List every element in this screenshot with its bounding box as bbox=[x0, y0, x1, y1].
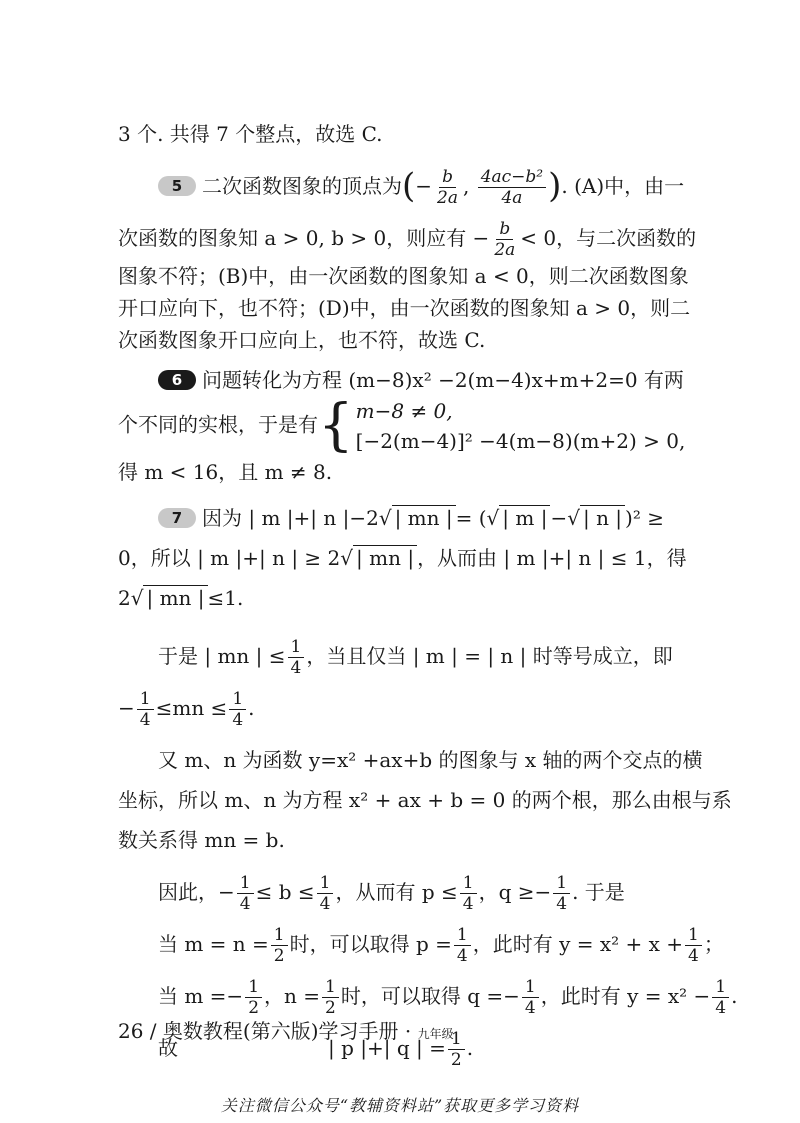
fraction: $\frac{1}{4}$ bbox=[137, 689, 154, 730]
text-line: 因此，− $\frac{1}{4}$ ≤ b ≤ $\frac{1}{4}$ ，从而有 p ≤ $\frac{1}{4}$ ，q ≥− $\frac{1}{4}$ . 于是 bbox=[158, 873, 625, 914]
text-line: 0，所以 | m |+| n | ≥ 2√ | mn | ，从而由 | m |+| n | ≤ 1，得 bbox=[118, 542, 690, 574]
text-line: 3 个. 共得 7 个整点，故选 C. bbox=[118, 122, 383, 146]
problem-number-badge: 5 bbox=[158, 176, 196, 196]
text-line: 开口应向下，也不符；(D)中，由一次函数的图象知 a > 0，则二 bbox=[118, 296, 691, 320]
text-line: − $\frac{1}{4}$ ≤mn ≤ $\frac{1}{4}$ . bbox=[118, 689, 255, 730]
page-footer bbox=[118, 1015, 454, 1044]
fraction: $\frac{1}{2}$ bbox=[448, 1029, 465, 1070]
fraction: $\frac{\text{4ac−b²}}{4a}$ bbox=[478, 167, 546, 208]
fraction: $\frac{b}{2a}$ bbox=[437, 167, 458, 208]
text-line: 个不同的实根，于是有 { m−8 ≠ 0, [−2(m−4)]² −4(m−8)(m+2) > 0, bbox=[118, 393, 686, 458]
text-line: 次函数的图象知 a > 0, b > 0，则应有 − $\frac{b}{2a}$ < 0，与二次函数的 bbox=[118, 219, 697, 260]
fraction: $\frac{b}{2a}$ bbox=[494, 219, 516, 260]
fraction: $\frac{1}{4}$ bbox=[229, 689, 246, 730]
text-line: 当 m =− $\frac{1}{2}$ ，n = $\frac{1}{2}$ 时，可以取得 q =− $\frac{1}{4}$ ，此时有 y = x² − $\frac{1}{4}$ . bbox=[158, 977, 738, 1018]
fraction: $\frac{1}{4}$ bbox=[522, 977, 539, 1018]
text-line: 次函数图象开口应向上，也不符，故选 C. bbox=[118, 328, 486, 352]
equation-system: { m−8 ≠ 0, [−2(m−4)]² −4(m−8)(m+2) > 0, bbox=[318, 393, 686, 458]
text-line: 得 m < 16，且 m ≠ 8. bbox=[118, 460, 333, 484]
fraction: $\frac{1}{4}$ bbox=[712, 977, 729, 1018]
problem-number-badge: 7 bbox=[158, 508, 196, 528]
book-title: 奥数教程(第六版)学习手册 · bbox=[162, 1019, 412, 1043]
solution-5: 5 二次函数图象的顶点为(− $\frac{b}{2a}$ , $\frac{\text{4ac−b²}}{4a}$ ). (A)中，由一 bbox=[118, 164, 690, 208]
text-line: 于是 | mn | ≤ $\frac{1}{4}$ ，当且仅当 | m | = | n | 时等号成立，即 bbox=[158, 637, 673, 678]
text-line: 数关系得 mn = b. bbox=[118, 828, 285, 852]
text-line: 又 m、n 为函数 y=x² +ax+b 的图象与 x 轴的两个交点的横 bbox=[158, 748, 703, 772]
fraction: $\frac{1}{4}$ bbox=[454, 925, 471, 966]
square-root: √ | m | bbox=[487, 502, 551, 534]
problem-number-badge: 6 bbox=[158, 370, 196, 390]
fraction: $\frac{1}{4}$ bbox=[237, 873, 254, 914]
square-root: √ | mn | bbox=[379, 502, 456, 534]
fraction: $\frac{1}{2}$ bbox=[322, 977, 339, 1018]
text-line: 图象不符；(B)中，由一次函数的图象知 a < 0，则二次函数图象 bbox=[118, 264, 689, 288]
fraction: $\frac{1}{2}$ bbox=[271, 925, 288, 966]
page-number: 26 / bbox=[118, 1019, 157, 1043]
text-line: 当 m = n = $\frac{1}{2}$ 时，可以取得 p = $\frac{1}{4}$ ，此时有 y = x² + x + $\frac{1}{4}$ ； bbox=[158, 925, 724, 966]
square-root: √ | mn | bbox=[131, 582, 208, 614]
text-line: 坐标，所以 m、n 为方程 x² + ax + b = 0 的两个根，那么由根与系 bbox=[118, 788, 732, 812]
grade-label: 九年级 bbox=[417, 1027, 454, 1041]
text-line: 2√ | mn | ≤1. bbox=[118, 582, 690, 614]
square-root: √ | mn | bbox=[340, 542, 417, 574]
fraction: $\frac{1}{4}$ bbox=[685, 925, 702, 966]
fraction: $\frac{1}{4}$ bbox=[553, 873, 570, 914]
fraction: $\frac{1}{2}$ bbox=[245, 977, 262, 1018]
text-line: 故 | p |+| q | = $\frac{1}{2}$ . bbox=[158, 1029, 474, 1070]
page-body bbox=[118, 118, 738, 1070]
fraction: $\frac{1}{4}$ bbox=[317, 873, 334, 914]
fraction: $\frac{1}{4}$ bbox=[288, 637, 305, 678]
promo-notice: 关注微信公众号“教辅资料站”获取更多学习资料 bbox=[220, 1096, 580, 1115]
fraction: $\frac{1}{4}$ bbox=[460, 873, 477, 914]
solution-6: 6 问题转化为方程 (m−8)x² −2(m−4)x+m+2=0 有两 bbox=[118, 364, 690, 396]
solution-7: 7 因为 | m |+| n |−2√ | mn | = (√ | m | −√ | n | )² ≥ bbox=[118, 502, 690, 534]
square-root: √ | n | bbox=[567, 502, 625, 534]
